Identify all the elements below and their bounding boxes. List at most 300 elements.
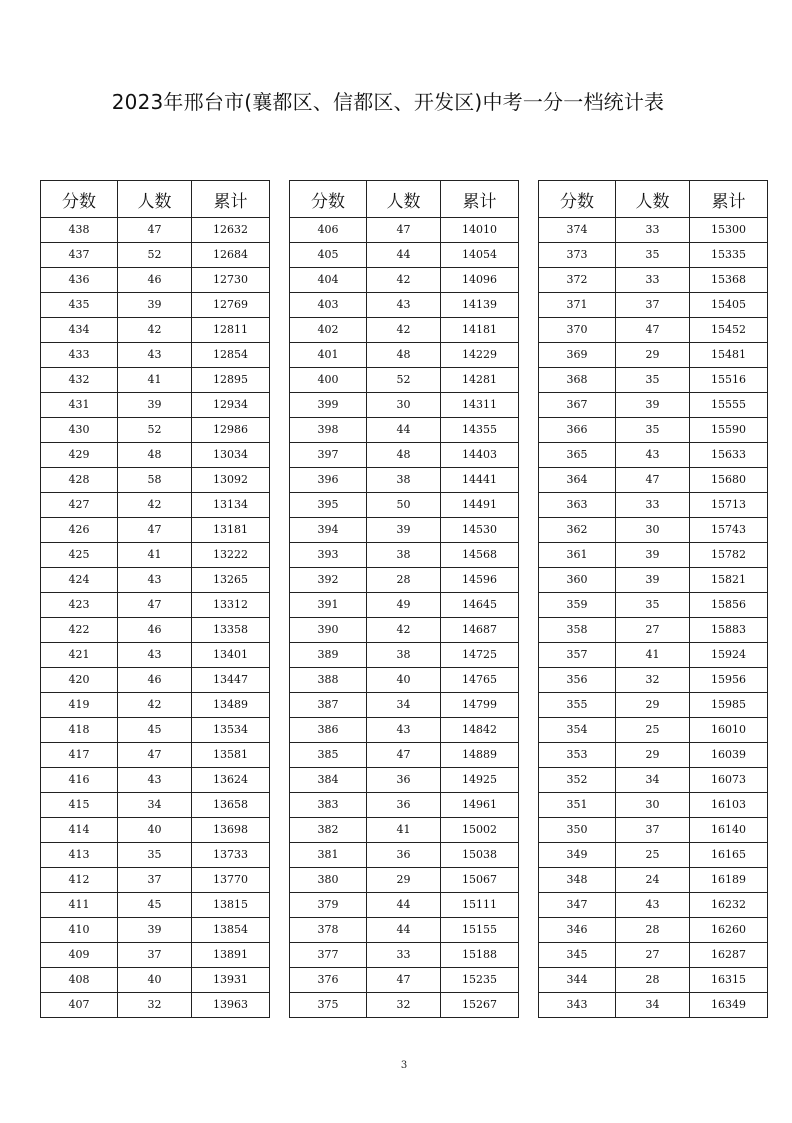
cell-count: 42 — [367, 268, 441, 293]
cell-count: 47 — [118, 593, 192, 618]
cell-count: 45 — [118, 718, 192, 743]
cell-score: 394 — [290, 518, 367, 543]
cell-cumulative: 14139 — [441, 293, 519, 318]
header-count: 人数 — [118, 181, 192, 218]
cell-cumulative: 13265 — [192, 568, 270, 593]
cell-count: 40 — [118, 968, 192, 993]
cell-count: 38 — [367, 643, 441, 668]
table-row — [41, 968, 270, 993]
cell-count: 46 — [118, 618, 192, 643]
cell-cumulative: 12730 — [192, 268, 270, 293]
cell-score: 381 — [290, 843, 367, 868]
cell-cumulative: 13770 — [192, 868, 270, 893]
table-row — [290, 493, 519, 518]
cell-cumulative: 15405 — [690, 293, 768, 318]
header-cumulative: 累计 — [441, 181, 519, 218]
table-row — [539, 443, 768, 468]
cell-score: 436 — [41, 268, 118, 293]
table-row — [539, 568, 768, 593]
table-row — [539, 618, 768, 643]
cell-score: 401 — [290, 343, 367, 368]
cell-score: 399 — [290, 393, 367, 418]
page-title: 2023年邢台市(襄都区、信都区、开发区)中考一分一档统计表 — [111, 90, 665, 114]
cell-count: 50 — [367, 493, 441, 518]
cell-score: 344 — [539, 968, 616, 993]
score-table-left — [40, 180, 270, 1018]
cell-cumulative: 14596 — [441, 568, 519, 593]
cell-score: 350 — [539, 818, 616, 843]
table-row — [41, 293, 270, 318]
cell-cumulative: 16103 — [690, 793, 768, 818]
cell-score: 364 — [539, 468, 616, 493]
cell-cumulative: 15368 — [690, 268, 768, 293]
cell-cumulative: 15267 — [441, 993, 519, 1018]
cell-score: 388 — [290, 668, 367, 693]
cell-cumulative: 14889 — [441, 743, 519, 768]
table-row — [290, 693, 519, 718]
cell-count: 35 — [616, 593, 690, 618]
cell-cumulative: 12854 — [192, 343, 270, 368]
cell-cumulative: 13931 — [192, 968, 270, 993]
cell-score: 367 — [539, 393, 616, 418]
table-row — [41, 243, 270, 268]
cell-score: 376 — [290, 968, 367, 993]
cell-count: 33 — [616, 493, 690, 518]
cell-score: 355 — [539, 693, 616, 718]
cell-cumulative: 13358 — [192, 618, 270, 643]
cell-count: 46 — [118, 268, 192, 293]
cell-score: 359 — [539, 593, 616, 618]
table-row — [41, 418, 270, 443]
cell-score: 389 — [290, 643, 367, 668]
cell-score: 427 — [41, 493, 118, 518]
table-row — [539, 393, 768, 418]
cell-cumulative: 15956 — [690, 668, 768, 693]
cell-cumulative: 16232 — [690, 893, 768, 918]
cell-cumulative: 12811 — [192, 318, 270, 343]
table-row — [290, 218, 519, 243]
cell-cumulative: 14687 — [441, 618, 519, 643]
table-row — [290, 618, 519, 643]
cell-score: 372 — [539, 268, 616, 293]
cell-cumulative: 14311 — [441, 393, 519, 418]
table-row — [539, 818, 768, 843]
cell-cumulative: 16260 — [690, 918, 768, 943]
cell-count: 29 — [616, 743, 690, 768]
cell-count: 35 — [616, 243, 690, 268]
cell-cumulative: 15680 — [690, 468, 768, 493]
cell-count: 37 — [616, 293, 690, 318]
cell-count: 33 — [367, 943, 441, 968]
cell-cumulative: 15155 — [441, 918, 519, 943]
cell-cumulative: 13698 — [192, 818, 270, 843]
cell-count: 32 — [616, 668, 690, 693]
table-row — [539, 843, 768, 868]
table-row — [539, 943, 768, 968]
cell-score: 437 — [41, 243, 118, 268]
table-row — [41, 818, 270, 843]
cell-cumulative: 12769 — [192, 293, 270, 318]
table-row — [41, 543, 270, 568]
cell-score: 358 — [539, 618, 616, 643]
table-row — [41, 268, 270, 293]
table-row — [41, 743, 270, 768]
cell-cumulative: 15235 — [441, 968, 519, 993]
cell-count: 32 — [367, 993, 441, 1018]
cell-count: 48 — [367, 343, 441, 368]
cell-cumulative: 12934 — [192, 393, 270, 418]
cell-score: 392 — [290, 568, 367, 593]
cell-count: 46 — [118, 668, 192, 693]
table-row — [290, 768, 519, 793]
cell-count: 47 — [616, 318, 690, 343]
cell-count: 47 — [367, 218, 441, 243]
header-score: 分数 — [539, 181, 616, 218]
cell-cumulative: 15883 — [690, 618, 768, 643]
cell-score: 352 — [539, 768, 616, 793]
table-row — [539, 468, 768, 493]
cell-count: 47 — [367, 968, 441, 993]
table-row — [290, 818, 519, 843]
table-row — [41, 943, 270, 968]
cell-cumulative: 15985 — [690, 693, 768, 718]
cell-cumulative: 15713 — [690, 493, 768, 518]
cell-score: 434 — [41, 318, 118, 343]
cell-score: 417 — [41, 743, 118, 768]
cell-score: 433 — [41, 343, 118, 368]
cell-score: 410 — [41, 918, 118, 943]
cell-score: 430 — [41, 418, 118, 443]
cell-cumulative: 12986 — [192, 418, 270, 443]
cell-score: 428 — [41, 468, 118, 493]
cell-cumulative: 15188 — [441, 943, 519, 968]
table-row — [539, 968, 768, 993]
cell-count: 29 — [616, 343, 690, 368]
table-row — [539, 293, 768, 318]
cell-count: 47 — [118, 218, 192, 243]
cell-cumulative: 14010 — [441, 218, 519, 243]
cell-score: 357 — [539, 643, 616, 668]
cell-cumulative: 13222 — [192, 543, 270, 568]
table-row — [290, 843, 519, 868]
cell-cumulative: 15038 — [441, 843, 519, 868]
table-row — [41, 318, 270, 343]
cell-cumulative: 13658 — [192, 793, 270, 818]
header-cumulative: 累计 — [690, 181, 768, 218]
cell-cumulative: 16165 — [690, 843, 768, 868]
table-row — [290, 943, 519, 968]
cell-cumulative: 14961 — [441, 793, 519, 818]
cell-score: 422 — [41, 618, 118, 643]
cell-count: 47 — [118, 518, 192, 543]
cell-count: 34 — [367, 693, 441, 718]
cell-score: 379 — [290, 893, 367, 918]
cell-score: 403 — [290, 293, 367, 318]
cell-score: 404 — [290, 268, 367, 293]
table-row — [41, 493, 270, 518]
header-count: 人数 — [616, 181, 690, 218]
cell-score: 360 — [539, 568, 616, 593]
cell-count: 30 — [616, 518, 690, 543]
cell-score: 345 — [539, 943, 616, 968]
table-row — [539, 593, 768, 618]
cell-count: 42 — [367, 318, 441, 343]
cell-count: 48 — [118, 443, 192, 468]
table-row — [41, 718, 270, 743]
cell-score: 382 — [290, 818, 367, 843]
cell-count: 52 — [118, 243, 192, 268]
cell-score: 351 — [539, 793, 616, 818]
cell-score: 361 — [539, 543, 616, 568]
cell-score: 396 — [290, 468, 367, 493]
table-row — [290, 443, 519, 468]
cell-cumulative: 13134 — [192, 493, 270, 518]
table-row — [539, 993, 768, 1018]
cell-count: 30 — [367, 393, 441, 418]
cell-count: 39 — [118, 293, 192, 318]
cell-count: 37 — [118, 943, 192, 968]
cell-cumulative: 14229 — [441, 343, 519, 368]
cell-cumulative: 16140 — [690, 818, 768, 843]
cell-count: 38 — [367, 543, 441, 568]
cell-count: 33 — [616, 268, 690, 293]
cell-cumulative: 13624 — [192, 768, 270, 793]
table-row — [41, 768, 270, 793]
cell-score: 397 — [290, 443, 367, 468]
cell-cumulative: 13963 — [192, 993, 270, 1018]
cell-count: 28 — [616, 968, 690, 993]
cell-cumulative: 14441 — [441, 468, 519, 493]
cell-count: 24 — [616, 868, 690, 893]
table-row — [290, 293, 519, 318]
cell-cumulative: 14765 — [441, 668, 519, 693]
cell-score: 347 — [539, 893, 616, 918]
cell-count: 43 — [367, 718, 441, 743]
cell-score: 395 — [290, 493, 367, 518]
cell-score: 374 — [539, 218, 616, 243]
table-row — [290, 868, 519, 893]
table-row — [290, 393, 519, 418]
cell-count: 28 — [616, 918, 690, 943]
cell-cumulative: 15743 — [690, 518, 768, 543]
cell-score: 378 — [290, 918, 367, 943]
cell-score: 354 — [539, 718, 616, 743]
cell-count: 45 — [118, 893, 192, 918]
table-row — [290, 518, 519, 543]
cell-count: 30 — [616, 793, 690, 818]
cell-score: 409 — [41, 943, 118, 968]
cell-count: 41 — [367, 818, 441, 843]
table-row — [41, 693, 270, 718]
cell-score: 346 — [539, 918, 616, 943]
cell-count: 33 — [616, 218, 690, 243]
table-row — [41, 518, 270, 543]
cell-cumulative: 14925 — [441, 768, 519, 793]
cell-cumulative: 13815 — [192, 893, 270, 918]
cell-count: 39 — [118, 918, 192, 943]
cell-cumulative: 14530 — [441, 518, 519, 543]
cell-score: 407 — [41, 993, 118, 1018]
cell-score: 380 — [290, 868, 367, 893]
cell-count: 43 — [616, 443, 690, 468]
cell-cumulative: 15067 — [441, 868, 519, 893]
cell-count: 42 — [367, 618, 441, 643]
cell-cumulative: 15782 — [690, 543, 768, 568]
score-table-right — [538, 180, 768, 1018]
table-row — [290, 568, 519, 593]
cell-cumulative: 16010 — [690, 718, 768, 743]
cell-count: 35 — [616, 418, 690, 443]
cell-count: 36 — [367, 843, 441, 868]
cell-cumulative: 14725 — [441, 643, 519, 668]
cell-count: 35 — [616, 368, 690, 393]
cell-cumulative: 13447 — [192, 668, 270, 693]
cell-count: 43 — [118, 343, 192, 368]
table-row — [290, 593, 519, 618]
cell-score: 366 — [539, 418, 616, 443]
cell-count: 52 — [118, 418, 192, 443]
table-row — [290, 543, 519, 568]
cell-score: 363 — [539, 493, 616, 518]
table-row — [539, 918, 768, 943]
table-row — [539, 268, 768, 293]
cell-score: 398 — [290, 418, 367, 443]
cell-count: 47 — [367, 743, 441, 768]
cell-count: 29 — [367, 868, 441, 893]
table-row — [290, 268, 519, 293]
table-row — [41, 343, 270, 368]
cell-score: 373 — [539, 243, 616, 268]
table-row — [539, 493, 768, 518]
cell-cumulative: 14645 — [441, 593, 519, 618]
table-row — [41, 643, 270, 668]
cell-count: 43 — [118, 768, 192, 793]
cell-cumulative: 15002 — [441, 818, 519, 843]
table-row — [290, 668, 519, 693]
cell-cumulative: 15821 — [690, 568, 768, 593]
table-row — [41, 468, 270, 493]
cell-count: 32 — [118, 993, 192, 1018]
cell-count: 43 — [616, 893, 690, 918]
cell-score: 371 — [539, 293, 616, 318]
table-row — [290, 418, 519, 443]
table-row — [41, 868, 270, 893]
cell-count: 40 — [118, 818, 192, 843]
cell-cumulative: 16315 — [690, 968, 768, 993]
table-row — [539, 893, 768, 918]
cell-cumulative: 13181 — [192, 518, 270, 543]
header-cumulative: 累计 — [192, 181, 270, 218]
cell-cumulative: 15481 — [690, 343, 768, 368]
table-row — [41, 593, 270, 618]
cell-cumulative: 15856 — [690, 593, 768, 618]
table-row — [539, 543, 768, 568]
table-header-row — [41, 181, 270, 218]
cell-score: 370 — [539, 318, 616, 343]
cell-cumulative: 13891 — [192, 943, 270, 968]
cell-score: 400 — [290, 368, 367, 393]
table-row — [539, 693, 768, 718]
cell-cumulative: 15516 — [690, 368, 768, 393]
cell-count: 42 — [118, 318, 192, 343]
cell-score: 343 — [539, 993, 616, 1018]
cell-score: 349 — [539, 843, 616, 868]
table-row — [290, 643, 519, 668]
cell-score: 411 — [41, 893, 118, 918]
cell-count: 25 — [616, 718, 690, 743]
table-row — [539, 318, 768, 343]
cell-cumulative: 13489 — [192, 693, 270, 718]
cell-cumulative: 14054 — [441, 243, 519, 268]
cell-cumulative: 16189 — [690, 868, 768, 893]
cell-count: 37 — [118, 868, 192, 893]
cell-score: 402 — [290, 318, 367, 343]
cell-count: 43 — [118, 568, 192, 593]
cell-cumulative: 16287 — [690, 943, 768, 968]
table-row — [539, 793, 768, 818]
cell-cumulative: 14355 — [441, 418, 519, 443]
cell-count: 58 — [118, 468, 192, 493]
header-score: 分数 — [41, 181, 118, 218]
cell-score: 386 — [290, 718, 367, 743]
page-number: 3 — [400, 1060, 408, 1071]
cell-cumulative: 12632 — [192, 218, 270, 243]
table-row — [41, 618, 270, 643]
table-row — [290, 793, 519, 818]
cell-score: 387 — [290, 693, 367, 718]
cell-count: 48 — [367, 443, 441, 468]
cell-cumulative: 12895 — [192, 368, 270, 393]
cell-count: 41 — [118, 368, 192, 393]
cell-score: 438 — [41, 218, 118, 243]
table-row — [539, 743, 768, 768]
cell-score: 420 — [41, 668, 118, 693]
cell-count: 52 — [367, 368, 441, 393]
cell-cumulative: 13581 — [192, 743, 270, 768]
table-row — [539, 518, 768, 543]
cell-score: 390 — [290, 618, 367, 643]
cell-score: 421 — [41, 643, 118, 668]
cell-count: 47 — [616, 468, 690, 493]
cell-count: 34 — [118, 793, 192, 818]
cell-cumulative: 15590 — [690, 418, 768, 443]
cell-cumulative: 15555 — [690, 393, 768, 418]
table-row — [290, 243, 519, 268]
cell-score: 424 — [41, 568, 118, 593]
table-row — [539, 368, 768, 393]
cell-score: 414 — [41, 818, 118, 843]
cell-count: 43 — [118, 643, 192, 668]
cell-count: 44 — [367, 418, 441, 443]
table-row — [539, 768, 768, 793]
cell-score: 348 — [539, 868, 616, 893]
cell-count: 39 — [616, 543, 690, 568]
table-row — [41, 568, 270, 593]
cell-count: 44 — [367, 893, 441, 918]
table-row — [539, 718, 768, 743]
cell-count: 36 — [367, 768, 441, 793]
cell-cumulative: 12684 — [192, 243, 270, 268]
cell-cumulative: 13034 — [192, 443, 270, 468]
cell-count: 39 — [616, 568, 690, 593]
table-row — [41, 443, 270, 468]
table-row — [41, 793, 270, 818]
cell-count: 39 — [616, 393, 690, 418]
table-row — [539, 668, 768, 693]
table-row — [539, 243, 768, 268]
cell-count: 38 — [367, 468, 441, 493]
table-row — [290, 468, 519, 493]
